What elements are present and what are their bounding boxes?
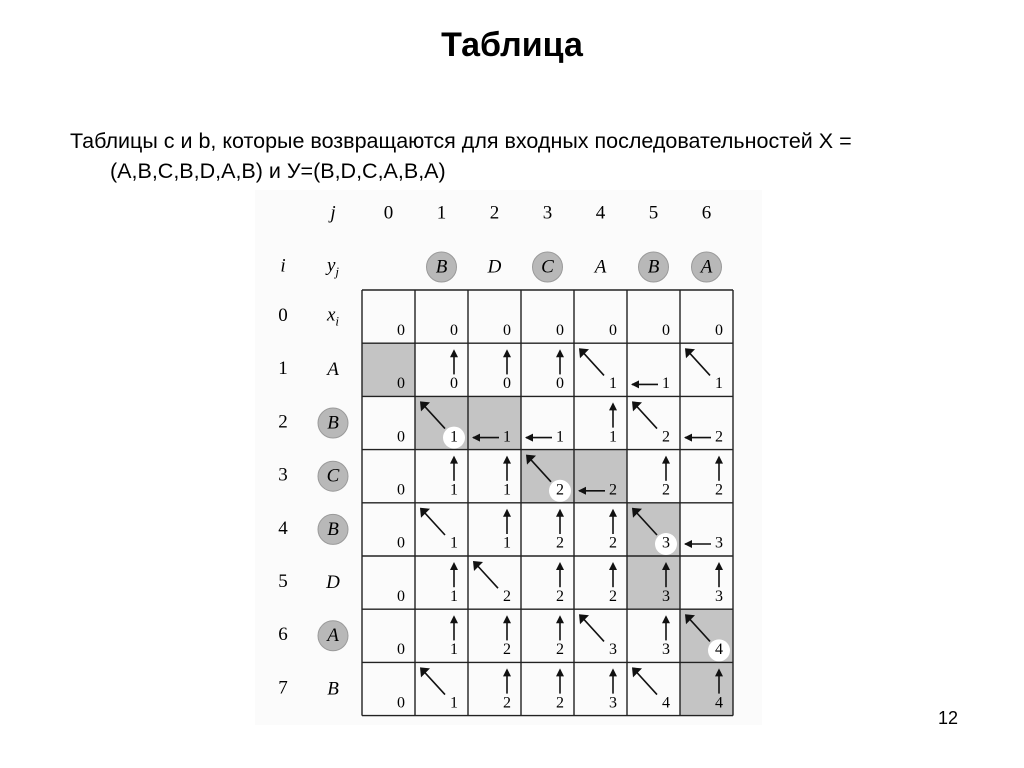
shaded-cell xyxy=(574,450,627,503)
x-letter: A xyxy=(327,625,339,647)
cell-value: 0 xyxy=(609,321,617,339)
cell-value: 1 xyxy=(450,587,458,605)
x-letter: C xyxy=(326,465,340,487)
cell-value: 0 xyxy=(397,428,405,446)
cell-value: 4 xyxy=(715,694,723,712)
arrow-diagonal xyxy=(422,669,445,694)
cell-value: 1 xyxy=(715,375,723,393)
j-index-label: 5 xyxy=(648,202,659,224)
arrow-up-head xyxy=(503,615,511,623)
cell-value: 1 xyxy=(503,481,511,499)
arrow-up-head xyxy=(556,349,564,357)
arrow-up-head xyxy=(662,456,670,464)
i-index-label: 5 xyxy=(278,570,288,592)
cell-value: 3 xyxy=(715,587,723,605)
arrow-up-head xyxy=(503,456,511,464)
arrow-diagonal xyxy=(687,350,710,375)
cell-value: 3 xyxy=(662,534,670,552)
cell-value: 1 xyxy=(662,375,670,393)
arrow-up-head xyxy=(450,349,458,357)
shaded-cell xyxy=(680,662,733,715)
arrow-up-head xyxy=(609,668,617,676)
cell-value: 1 xyxy=(450,694,458,712)
cell-value: 3 xyxy=(715,534,723,552)
cell-value: 0 xyxy=(397,375,405,393)
j-index-label: 1 xyxy=(436,202,447,224)
cell-value: 1 xyxy=(450,641,458,659)
cell-value: 2 xyxy=(609,481,617,499)
cell-value: 2 xyxy=(662,481,670,499)
y-letter: D xyxy=(487,256,502,278)
cell-value: 0 xyxy=(662,321,670,339)
cell-value: 0 xyxy=(503,321,511,339)
i-axis-label: i xyxy=(280,255,286,277)
cell-value: 2 xyxy=(715,428,723,446)
cell-value: 1 xyxy=(450,534,458,552)
arrow-up-head xyxy=(503,668,511,676)
arrow-diagonal xyxy=(634,669,657,694)
j-index-label: 6 xyxy=(701,202,712,224)
arrow-diagonal xyxy=(634,403,657,428)
x-letter: A xyxy=(327,359,339,381)
cell-value: 1 xyxy=(609,375,617,393)
slide-subtitle: Таблицы c и b, которые возвращаются для входных последовательностей X = (A,B,C,B,D,A,B) и У=(B,D,C,A,B,A) xyxy=(70,129,852,183)
cell-value: 0 xyxy=(397,587,405,605)
cell-value: 3 xyxy=(609,641,617,659)
cell-value: 2 xyxy=(609,587,617,605)
cell-value: 0 xyxy=(397,481,405,499)
arrow-left-head xyxy=(631,380,639,388)
i-index-label: 1 xyxy=(278,358,288,380)
arrow-up-head xyxy=(450,615,458,623)
cell-value: 0 xyxy=(397,321,405,339)
i-index-label: 7 xyxy=(278,677,288,699)
i-index-label: 4 xyxy=(278,517,288,539)
i-index-label: 3 xyxy=(278,464,288,486)
arrow-up-head xyxy=(450,456,458,464)
arrow-up-head xyxy=(556,509,564,517)
arrow-diagonal xyxy=(475,563,498,588)
cell-value: 2 xyxy=(609,534,617,552)
y-letter: A xyxy=(594,256,607,278)
cell-value: 2 xyxy=(556,481,564,499)
cell-value: 2 xyxy=(503,694,511,712)
cell-value: 1 xyxy=(450,481,458,499)
arrow-up-head xyxy=(609,509,617,517)
page-number: 12 xyxy=(937,708,958,728)
arrow-left-head xyxy=(525,434,533,442)
shaded-cell xyxy=(468,396,521,449)
arrow-up-head xyxy=(609,562,617,570)
arrow-up-head xyxy=(715,456,723,464)
j-index-label: 2 xyxy=(489,202,500,224)
y-letter: B xyxy=(647,256,660,278)
arrow-diagonal xyxy=(422,510,445,535)
cell-value: 3 xyxy=(662,587,670,605)
cell-value: 0 xyxy=(397,641,405,659)
y-letter: C xyxy=(541,256,554,278)
cell-value: 3 xyxy=(609,694,617,712)
yj-label: $y_j$ xyxy=(326,255,340,279)
cell-value: 0 xyxy=(450,321,458,339)
cell-value: 2 xyxy=(556,534,564,552)
arrow-left-head xyxy=(684,434,692,442)
cell-value: 0 xyxy=(503,375,511,393)
x-letter: B xyxy=(327,412,339,434)
cell-value: 2 xyxy=(503,587,511,605)
j-index-label: 0 xyxy=(383,202,394,224)
cell-value: 1 xyxy=(609,428,617,446)
cell-value: 1 xyxy=(503,534,511,552)
x-letter: B xyxy=(327,678,339,700)
arrow-up-head xyxy=(556,668,564,676)
arrow-up-head xyxy=(662,615,670,623)
cell-value: 0 xyxy=(556,375,564,393)
shaded-cell xyxy=(362,343,415,396)
cell-value: 2 xyxy=(556,641,564,659)
arrow-diagonal xyxy=(581,616,604,641)
x-letter: D xyxy=(326,571,340,593)
cell-value: 4 xyxy=(662,694,670,712)
cell-value: 2 xyxy=(556,694,564,712)
arrow-up-head xyxy=(450,562,458,570)
cell-value: 2 xyxy=(662,428,670,446)
arrow-diagonal xyxy=(581,350,604,375)
cell-value: 0 xyxy=(397,534,405,552)
lcs-table-svg xyxy=(255,190,762,725)
arrow-up-head xyxy=(503,509,511,517)
xi-label: $x_i$ xyxy=(326,304,340,329)
lcs-table-figure xyxy=(255,190,762,725)
cell-value: 4 xyxy=(715,641,723,659)
cell-value: 3 xyxy=(662,641,670,659)
cell-value: 0 xyxy=(556,321,564,339)
arrow-up-head xyxy=(609,402,617,410)
y-letter: B xyxy=(435,256,448,278)
slide-title: Таблица xyxy=(441,26,583,64)
cell-value: 2 xyxy=(715,481,723,499)
cell-value: 1 xyxy=(556,428,564,446)
arrow-up-head xyxy=(556,562,564,570)
y-letter: A xyxy=(700,256,713,278)
cell-value: 2 xyxy=(556,587,564,605)
x-letter: B xyxy=(327,518,339,540)
arrow-up-head xyxy=(556,615,564,623)
i-index-label: 6 xyxy=(278,624,288,646)
arrow-left-head xyxy=(684,540,692,548)
cell-value: 1 xyxy=(450,428,458,446)
j-index-label: 3 xyxy=(542,202,553,224)
j-axis-label: j xyxy=(330,202,336,224)
arrow-up-head xyxy=(715,562,723,570)
cell-value: 1 xyxy=(503,428,511,446)
shaded-cell xyxy=(627,556,680,609)
cell-value: 0 xyxy=(715,321,723,339)
cell-value: 2 xyxy=(503,641,511,659)
i-index-label: 0 xyxy=(278,304,288,326)
i-index-label: 2 xyxy=(278,411,288,433)
arrow-up-head xyxy=(503,349,511,357)
cell-value: 0 xyxy=(450,375,458,393)
cell-value: 0 xyxy=(397,694,405,712)
j-index-label: 4 xyxy=(595,202,606,224)
